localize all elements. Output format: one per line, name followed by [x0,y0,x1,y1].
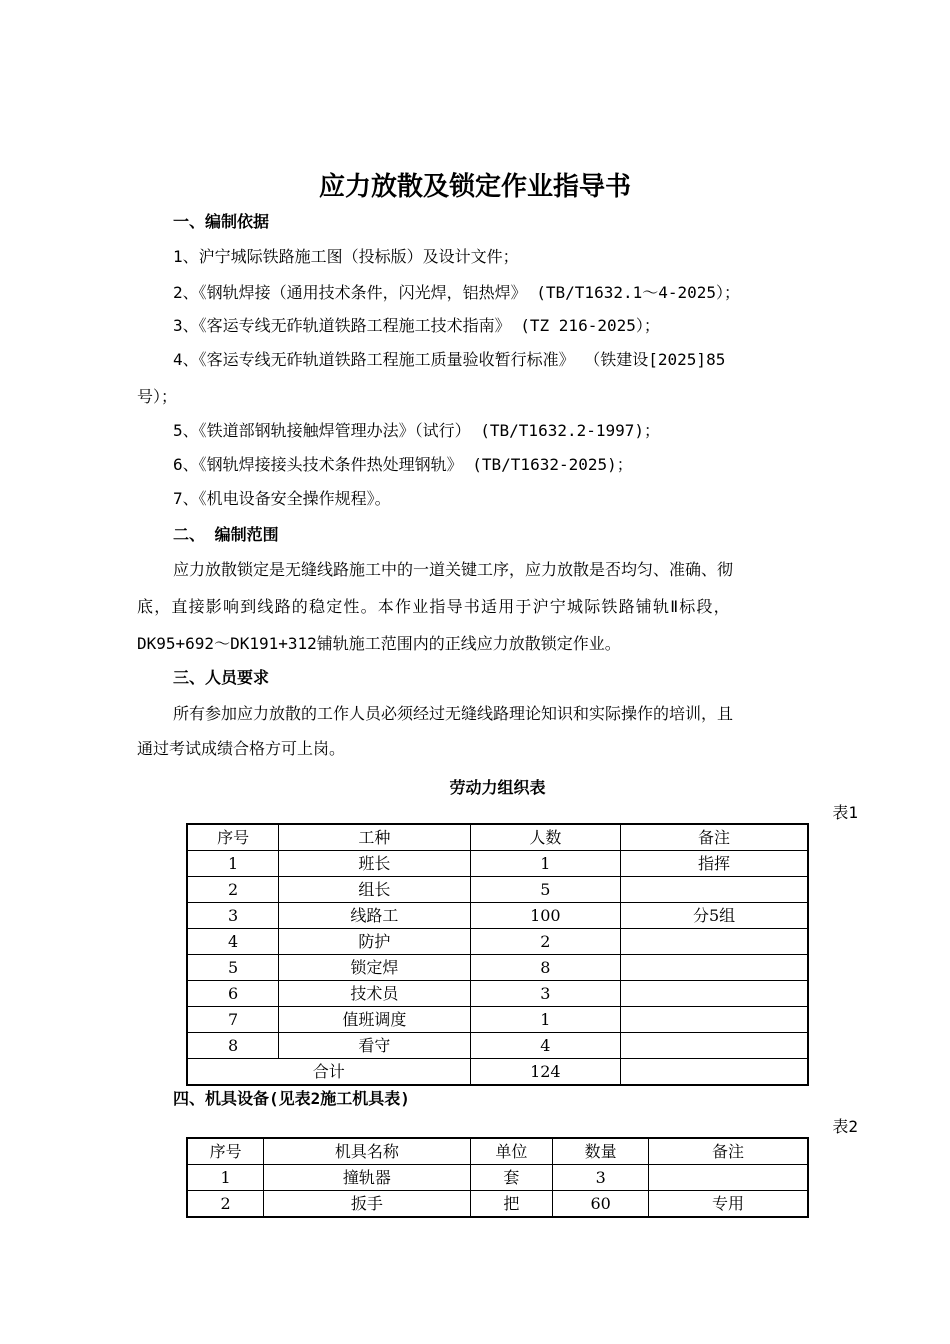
section-heading-personnel: 三、人员要求 [173,668,270,687]
table-cell: 8 [470,955,621,981]
table-cell [649,1165,808,1191]
table-row [187,1033,808,1059]
table-cell: 3 [470,981,621,1007]
table-cell [621,1007,808,1033]
table-row [187,981,808,1007]
table-cell: 看守 [279,1033,470,1059]
table1-caption: 劳动力组织表 [449,778,546,797]
table-total-row [187,1059,808,1086]
basis-item: 2、《钢轨焊接（通用技术条件，闪光焊，铝热焊》 (TB/T1632.1～4-2025）； [173,283,741,302]
header-cell: 序号 [187,824,279,851]
basis-item: 4、《客运专线无砟轨道铁路工程施工质量验收暂行标准》 （铁建设[2025]85 [173,350,726,369]
header-cell: 备注 [649,1138,808,1165]
table-cell: 7 [187,1007,279,1033]
header-cell: 备注 [621,824,808,851]
table-row [187,1165,808,1191]
table-cell: 6 [187,981,279,1007]
header-cell: 人数 [470,824,621,851]
header-cell: 单位 [470,1138,553,1165]
table-cell: 锁定焊 [279,955,470,981]
table-cell: 5 [187,955,279,981]
table-cell: 专用 [649,1191,808,1218]
document-title: 应力放散及锁定作业指导书 [318,172,631,202]
table-cell: 2 [187,877,279,903]
table-cell: 分5组 [621,903,808,929]
section-heading-scope: 二、 编制范围 [173,525,279,544]
table-cell: 1 [470,851,621,877]
table-cell: 60 [553,1191,649,1218]
table-cell: 防护 [279,929,470,955]
table-cell [621,929,808,955]
equipment-table [186,1137,809,1218]
total-note-cell [621,1059,808,1086]
table-header-row [187,1138,808,1165]
table-cell: 4 [470,1033,621,1059]
table-cell: 撞轨器 [264,1165,470,1191]
table-row [187,929,808,955]
labor-organization-table [186,823,809,1086]
personnel-paragraph-line: 所有参加应力放散的工作人员必须经过无缝线路理论知识和实际操作的培训，且 [173,704,734,723]
table-cell: 把 [470,1191,553,1218]
table-cell: 1 [187,1165,264,1191]
table-cell: 5 [470,877,621,903]
scope-paragraph-line: 底，直接影响到线路的稳定性。本作业指导书适用于沪宁城际铁路铺轨Ⅱ标段， [137,597,731,616]
table-header-row [187,824,808,851]
table-cell: 1 [470,1007,621,1033]
table-row [187,903,808,929]
table-cell: 100 [470,903,621,929]
table-row [187,877,808,903]
basis-item: 6、《钢轨焊接接头技术条件热处理钢轨》 (TB/T1632-2025)； [173,455,633,474]
table-cell: 组长 [279,877,470,903]
table-cell: 套 [470,1165,553,1191]
table-cell: 指挥 [621,851,808,877]
table-cell: 3 [187,903,279,929]
total-value-cell: 124 [470,1059,621,1086]
table-cell [621,955,808,981]
scope-paragraph-line: DK95+692～DK191+312铺轨施工范围内的正线应力放散锁定作业。 [137,634,621,653]
table1-number: 表1 [832,803,858,822]
table-cell: 3 [553,1165,649,1191]
table-cell [621,877,808,903]
basis-item: 3、《客运专线无砟轨道铁路工程施工技术指南》 (TZ 216-2025）； [173,316,660,335]
basis-item: 7、《机电设备安全操作规程》。 [173,489,391,508]
table-row [187,955,808,981]
table-row [187,851,808,877]
header-cell: 数量 [553,1138,649,1165]
header-cell: 序号 [187,1138,264,1165]
basis-item: 5、《铁道部钢轨接触焊管理办法》（试行） (TB/T1632.2-1997)； [173,421,661,440]
basis-item-continued: 号）； [137,387,178,406]
table-row [187,1191,808,1218]
personnel-paragraph-line: 通过考试成绩合格方可上岗。 [137,739,346,758]
section-heading-basis: 一、编制依据 [173,212,270,231]
table-cell: 技术员 [279,981,470,1007]
table-cell: 线路工 [279,903,470,929]
table-cell: 1 [187,851,279,877]
header-cell: 工种 [279,824,470,851]
table-cell: 班长 [279,851,470,877]
table-cell [621,981,808,1007]
total-label-cell: 合计 [187,1059,470,1086]
basis-item: 1、沪宁城际铁路施工图（投标版）及设计文件； [173,247,519,266]
table-cell: 扳手 [264,1191,470,1218]
table-cell: 8 [187,1033,279,1059]
section-heading-equipment: 四、机具设备(见表2施工机具表) [173,1089,410,1108]
table-cell: 4 [187,929,279,955]
table-row [187,1007,808,1033]
scope-paragraph-line: 应力放散锁定是无缝线路施工中的一道关键工序，应力放散是否均匀、准确、彻 [173,560,734,579]
table-cell: 2 [470,929,621,955]
header-cell: 机具名称 [264,1138,470,1165]
table-cell [621,1033,808,1059]
table2-number: 表2 [832,1117,858,1136]
table-cell: 值班调度 [279,1007,470,1033]
table-cell: 2 [187,1191,264,1218]
